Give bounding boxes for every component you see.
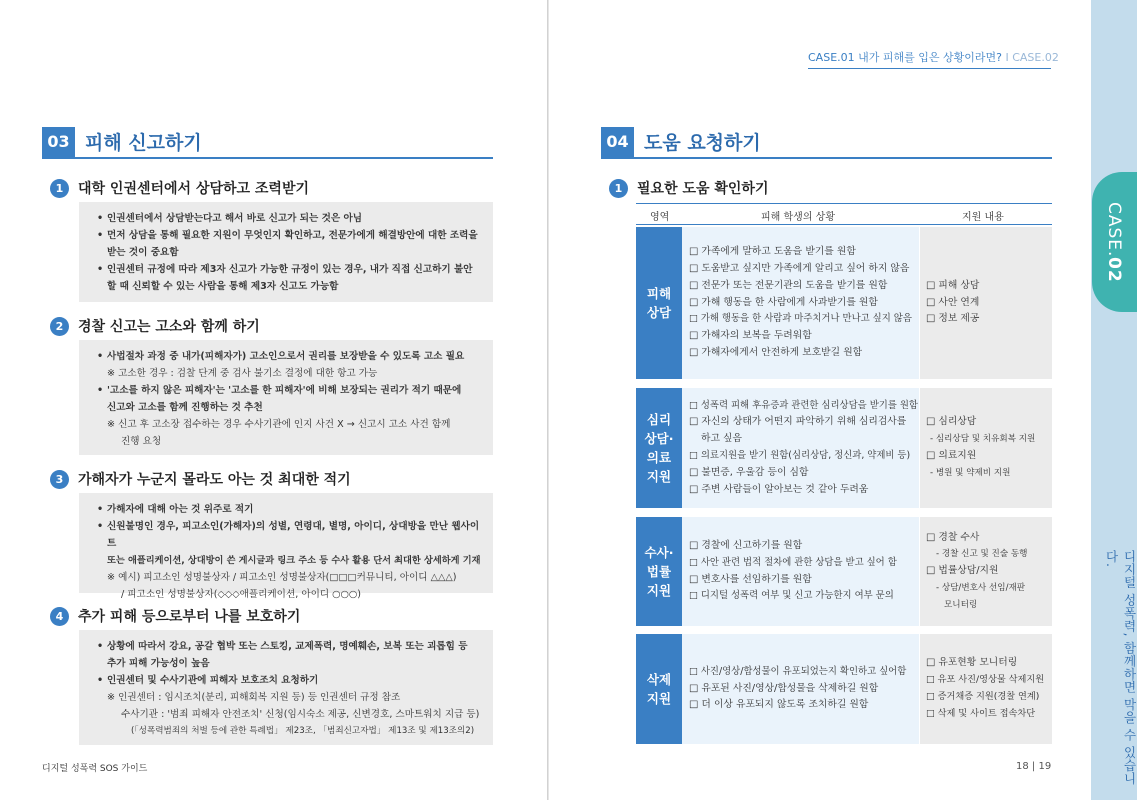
- situation-item: □ 디지털 성폭력 여부 및 신고 가능한지 여부 문의: [689, 590, 894, 602]
- item-heading-1: [50, 178, 309, 198]
- support-item: □ 의료지원: [926, 450, 977, 461]
- situation-item: □ 가해 행동을 한 사람과 마주치거나 만나고 싶지 않음: [689, 313, 912, 325]
- item-box-1: [79, 202, 493, 302]
- bullet-line: • 가해자에 대해 아는 것 위주로 적기: [97, 501, 481, 518]
- section-header-04: [601, 126, 1052, 159]
- bullet-line-cont: 추가 피해 가능성이 높음: [107, 658, 210, 669]
- item-title: 필요한 도움 확인하기: [637, 181, 769, 197]
- note-line-cont: 진행 요청: [121, 436, 162, 447]
- category-label: 삭제 지원: [646, 672, 672, 706]
- item-number-badge: 4: [50, 607, 69, 626]
- category-label: 심리 상담· 의료 지원: [644, 412, 674, 484]
- situation-cell: [682, 634, 919, 744]
- situation-item: □ 불면증, 우울감 등이 심함: [689, 466, 809, 478]
- situation-item: □ 성폭력 피해 후유증과 관련한 심리상담을 받기를 원함: [689, 399, 918, 411]
- item-title: 경찰 신고는 고소와 함께 하기: [78, 319, 260, 335]
- bullet-line: • 상황에 따라서 강요, 공갈 협박 또는 스토킹, 교제폭력, 명예훼손, 보복 또는 괴롭힘 등: [97, 638, 481, 655]
- situation-item: □ 사안 관련 법적 절차에 관한 상담을 받고 싶어 함: [689, 556, 897, 568]
- situation-item-cont: 하고 싶음: [701, 433, 742, 445]
- situation-cell: [682, 388, 919, 508]
- side-tab-prefix: CASE.: [1104, 201, 1124, 258]
- support-item: □ 심리상담: [926, 416, 977, 428]
- section-title: 피해 신고하기: [85, 132, 202, 154]
- header-area: 영역: [650, 212, 670, 223]
- item-number-badge: 2: [50, 317, 69, 336]
- left-page: [0, 0, 548, 800]
- category-cell: [636, 227, 682, 379]
- situation-item: □ 자신의 상태가 어떤지 파악하기 위해 심리검사를: [689, 416, 907, 428]
- note-line: ※ 신고 후 고소장 접수하는 경우 수사기관에 인지 사건 X → 신고시 고소 사건 함께: [107, 419, 451, 430]
- situation-item: □ 가해자의 보복을 두려워함: [689, 330, 812, 342]
- bullet-line: • 신원불명인 경우, 피고소인(가해자)의 성별, 연령대, 별명, 아이디, 상대방을 만난 웹사이트: [97, 518, 481, 552]
- category-cell: [636, 517, 682, 626]
- section-number: 03: [42, 127, 75, 157]
- item-title: 추가 피해 등으로부터 나를 보호하기: [78, 609, 301, 625]
- table-row: [636, 517, 1052, 626]
- item-number-badge: 1: [50, 179, 69, 198]
- support-subitem-cont: 모니터링: [944, 599, 978, 610]
- case-header-active: CASE.01 내가 피해를 입은 상황이라면?: [808, 51, 1002, 64]
- category-label: 수사· 법률 지원: [644, 545, 674, 598]
- support-item: □ 경찰 수사: [926, 531, 980, 543]
- case-header-inactive: CASE.02: [1012, 51, 1059, 64]
- footer-title: 디지털 성폭력 SOS 가이드: [42, 764, 148, 774]
- header-situation: 피해 학생의 상황: [761, 212, 835, 223]
- bullet-line: • 사법절차 과정 중 내가(피해자가) 고소인으로서 권리를 보장받을 수 있도록 고소 필요: [97, 348, 481, 365]
- table-row: [636, 634, 1052, 744]
- item-heading-3: [50, 469, 351, 489]
- support-item: □ 법률상담/지원: [926, 565, 999, 577]
- bullet-line-cont: 또는 애플리케이션, 상대방이 쓴 게시글과 링크 주소 등 수사 활용 단서 최대한 상세하게 기재: [107, 555, 481, 566]
- situation-item: □ 전문가 또는 전문기관의 도움을 받기를 원함: [689, 279, 888, 291]
- category-cell: [636, 634, 682, 744]
- bullet-line-cont: 신고와 고소를 함께 진행하는 것 추천: [107, 402, 263, 413]
- bullet-line: • 인권센터 규정에 따라 제3자 신고가 가능한 규정이 있는 경우, 내가 직접 신고하기 불안: [97, 261, 481, 278]
- section-title: 도움 요청하기: [644, 132, 761, 154]
- support-item: □ 증거채증 지원(경찰 연계): [926, 691, 1040, 702]
- support-subitem: - 병원 및 약제비 지원: [930, 467, 1011, 478]
- table-row: [636, 388, 1052, 508]
- section-number: 04: [601, 127, 634, 157]
- support-cell: [920, 388, 1052, 508]
- item-number-badge: 1: [609, 179, 628, 198]
- bullet-line: • 먼저 상담을 통해 필요한 지원이 무엇인지 확인하고, 전문가에게 해결방안에 대한 조력을: [97, 227, 481, 244]
- item-heading-help: [609, 178, 768, 198]
- item-number-badge: 3: [50, 470, 69, 489]
- bullet-line-cont: 할 때 신뢰할 수 있는 사람을 통해 제3자 신고도 가능함: [107, 281, 339, 292]
- bullet-line: • '고소를 하지 않은 피해자'는 '고소를 한 피해자'에 비해 보장되는 권리가 적기 때문에: [97, 382, 481, 399]
- case-header-sep: I: [1001, 51, 1013, 64]
- item-heading-2: [50, 316, 260, 336]
- item-title: 대학 인권센터에서 상담하고 조력받기: [78, 181, 310, 197]
- situation-cell: [682, 517, 919, 626]
- case-header: [808, 49, 1059, 65]
- note-line: ※ 고소한 경우 : 검찰 단계 중 검사 불기소 결정에 대한 항고 가능: [107, 368, 378, 379]
- header-support: 지원 내용: [962, 212, 1004, 223]
- side-tab-number: 02: [1104, 257, 1124, 284]
- support-cell: [920, 517, 1052, 626]
- support-subitem: - 경찰 신고 및 진술 동행: [936, 549, 1028, 560]
- bullet-line-cont: 받는 것이 중요함: [107, 247, 179, 258]
- situation-item: □ 변호사를 선임하기를 원함: [689, 573, 812, 585]
- support-subitem: - 심리상담 및 치유회복 지원: [930, 434, 1036, 445]
- support-item: □ 유포 사진/영상물 삭제지원: [926, 674, 1045, 686]
- law-reference: (「성폭력범죄의 처벌 등에 관한 특례법」 제23조, 「범죄신고자법」 제13조 및 제13조의2): [131, 726, 475, 736]
- bullet-line: • 인권센터에서 상담받는다고 해서 바로 신고가 되는 것은 아님: [97, 210, 481, 227]
- situation-item: □ 유포된 사진/영상/합성물을 삭제하길 원함: [689, 682, 879, 694]
- support-item: □ 사안 연계: [926, 296, 980, 308]
- situation-item: □ 사진/영상/합성물이 유포되었는지 확인하고 싶어함: [689, 665, 907, 677]
- support-item: □ 삭제 및 사이트 접속차단: [926, 707, 1036, 719]
- item-heading-4: [50, 606, 300, 626]
- situation-item: □ 더 이상 유포되지 않도록 조치하길 원함: [689, 699, 869, 711]
- note-line-cont: / 피고소인 성명불상자(◇◇◇애플리케이션, 아이디 ○○○): [121, 589, 362, 600]
- item-box-3: [79, 493, 493, 600]
- category-cell: [636, 388, 682, 508]
- situation-item: □ 가해자에게서 안전하게 보호받길 원함: [689, 346, 863, 358]
- situation-cell: [682, 227, 919, 379]
- note-line: ※ 인권센터 : 임시조치(분리, 피해회복 지원 등) 등 인권센터 규정 참조: [107, 692, 401, 703]
- table-row: [636, 227, 1052, 379]
- note-line-cont: 수사기관 : '범죄 피해자 안전조치' 신청(임시숙소 제공, 신변경호, 스마트워치 지급 등): [121, 709, 480, 720]
- support-item: □ 정보 제공: [926, 313, 980, 325]
- support-cell: [920, 634, 1052, 744]
- note-line: ※ 예시) 피고소인 성명불상자 / 피고소인 성명불상자(□□□커뮤니티, 아이디 △△△): [107, 572, 457, 583]
- item-title: 가해자가 누군지 몰라도 아는 것 최대한 적기: [78, 472, 351, 488]
- item-box-4: [79, 630, 493, 745]
- case-side-tab-label: [1097, 180, 1131, 305]
- item-box-2: [79, 340, 493, 455]
- side-slogan: 디지털 성폭력, 함께하면 막을 수 있습니다.: [1104, 550, 1137, 785]
- support-item: □ 피해 상담: [926, 279, 980, 291]
- case-header-underline: [808, 68, 1051, 69]
- situation-item: □ 가족에게 말하고 도움을 받기를 원함: [689, 246, 856, 258]
- table-header: [636, 203, 1052, 225]
- situation-item: □ 주변 사람들이 알아보는 것 같아 두려움: [689, 483, 869, 495]
- page-numbers: 18 | 19: [1016, 761, 1052, 772]
- bullet-line: • 인권센터 및 수사기관에 피해자 보호조치 요청하기: [97, 672, 481, 689]
- support-subitem: - 상담/변호사 선임/재판: [936, 582, 1026, 593]
- category-label: 피해 상담: [646, 286, 672, 320]
- support-cell: [920, 227, 1052, 379]
- support-item: □ 유포현황 모니터링: [926, 657, 1018, 669]
- section-header-03: [42, 126, 493, 159]
- situation-item: □ 경찰에 신고하기를 원함: [689, 539, 803, 551]
- situation-item: □ 의료지원을 받기 원함(심리상담, 정신과, 약제비 등): [689, 450, 911, 461]
- situation-item: □ 가해 행동을 한 사람에게 사과받기를 원함: [689, 296, 878, 308]
- situation-item: □ 도움받고 싶지만 가족에게 알리고 싶어 하지 않음: [689, 263, 910, 274]
